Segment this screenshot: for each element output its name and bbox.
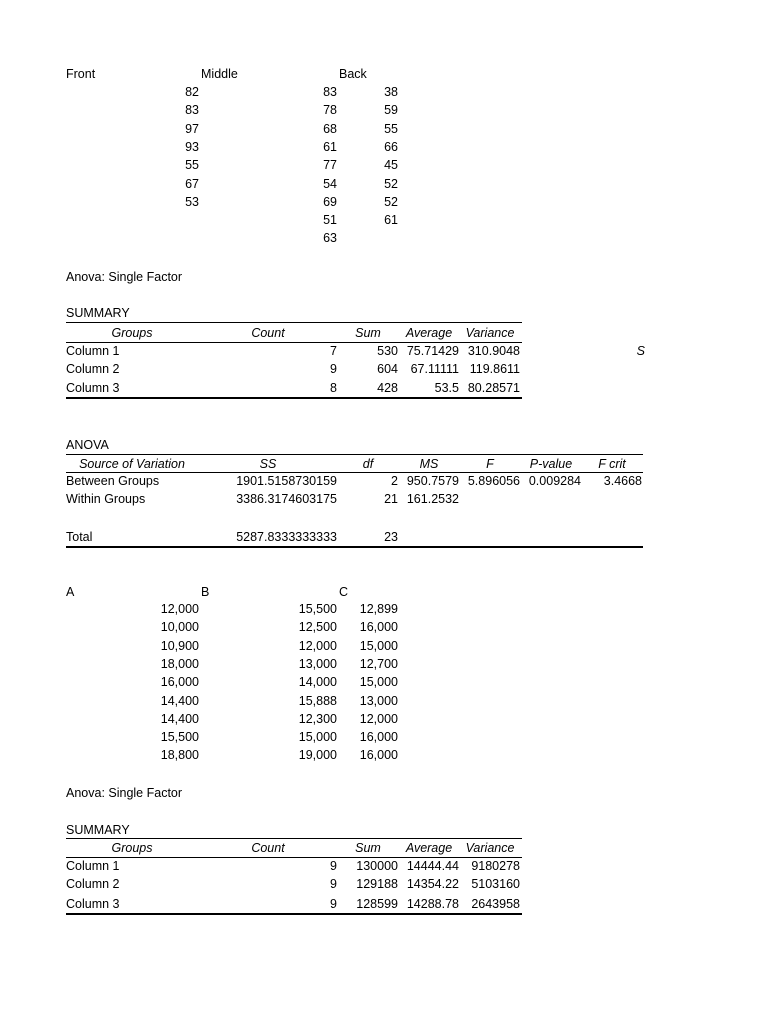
summary-cell: 9 (330, 362, 337, 377)
summary-row-label: Column 3 (66, 897, 120, 911)
anova-header: MS (419, 457, 439, 471)
data-cell: 19,000 (298, 748, 337, 763)
data-cell: 67 (185, 176, 199, 191)
summary-header: Variance (465, 841, 515, 855)
data-cell: 59 (384, 103, 398, 118)
data-cell: 63 (323, 231, 337, 246)
data-cell: 12,500 (298, 620, 337, 635)
summary-label: SUMMARY (66, 823, 130, 837)
summary-cell: 128599 (356, 897, 398, 911)
data-cell: 18,000 (160, 656, 199, 671)
summary-cell: 129188 (356, 877, 398, 891)
summary-cell: 8 (330, 380, 337, 395)
anova-header: df (362, 457, 374, 471)
anova-header: F (486, 457, 494, 471)
anova-cell: 950.7579 (406, 474, 459, 488)
stray-text: S (636, 344, 645, 358)
data-cell: 82 (185, 85, 199, 99)
data-cell: 53 (185, 194, 199, 209)
anova-row-label: Total (66, 530, 93, 544)
data-cell: 12,300 (298, 711, 337, 726)
column-header: B (201, 585, 210, 599)
column-header: Middle (201, 67, 238, 81)
summary-header: Sum (355, 326, 381, 340)
data-cell: 83 (185, 103, 199, 118)
column-header: A (66, 585, 75, 599)
anova-top-rule (66, 454, 643, 455)
summary-cell: 67.11111 (410, 362, 459, 377)
column-header: C (339, 585, 349, 599)
summary-cell: 7 (330, 344, 337, 358)
summary-cell: 428 (377, 380, 398, 395)
summary-label: SUMMARY (66, 306, 130, 320)
data-cell: 83 (323, 85, 337, 99)
section-title: Anova: Single Factor (66, 270, 183, 284)
anova-header: F crit (598, 457, 626, 471)
data-cell: 14,000 (298, 675, 337, 690)
data-cell: 12,000 (298, 638, 337, 653)
summary-header: Groups (111, 841, 153, 855)
summary-cell: 9 (330, 859, 337, 873)
summary-row-label: Column 2 (66, 877, 120, 891)
summary-header: Count (251, 326, 285, 340)
anova-header: P-value (529, 457, 573, 471)
section-title: Anova: Single Factor (66, 786, 183, 800)
data-cell: 16,000 (359, 620, 398, 635)
data-cell: 15,500 (298, 602, 337, 616)
anova-cell: 21 (384, 492, 398, 506)
summary-cell: 14288.78 (406, 897, 459, 911)
summary-bottom-rule (66, 397, 522, 399)
summary-row-label: Column 1 (66, 344, 120, 358)
data-cell: 54 (323, 176, 337, 191)
summary-cell: 75.71429 (406, 344, 459, 358)
data-cell: 69 (323, 194, 337, 209)
summary-cell: 9180278 (471, 859, 520, 873)
summary-cell: 530 (377, 344, 398, 358)
summary-cell: 14444.44 (406, 859, 459, 873)
data-cell: 52 (384, 194, 398, 209)
anova-bottom-rule (66, 546, 643, 548)
data-cell: 93 (185, 139, 199, 154)
anova-cell: 0.009284 (528, 474, 581, 488)
summary-cell: 53.5 (434, 380, 459, 395)
summary-header: Variance (465, 326, 515, 340)
summary-header: Average (405, 841, 453, 855)
summary-cell: 604 (377, 362, 398, 377)
anova-row-label: Within Groups (66, 492, 146, 506)
data-cell: 51 (323, 213, 337, 228)
summary-header: Sum (355, 841, 381, 855)
data-cell: 14,400 (160, 693, 199, 708)
summary-top-rule (66, 322, 522, 323)
data-cell: 38 (384, 85, 398, 99)
anova-header: SS (259, 457, 277, 471)
anova-header: Source of Variation (79, 457, 185, 471)
data-cell: 78 (323, 103, 337, 118)
data-cell: 66 (384, 139, 398, 154)
summary-top-rule (66, 838, 522, 839)
summary-header: Average (405, 326, 453, 340)
anova-cell: 3386.3174603175 (236, 492, 337, 506)
data-cell: 14,400 (160, 711, 199, 726)
data-cell: 15,000 (298, 730, 337, 745)
anova-cell: 3.4668 (603, 474, 642, 488)
summary-cell: 9 (330, 877, 337, 891)
summary-cell: 5103160 (471, 877, 520, 891)
data-cell: 12,700 (359, 656, 398, 671)
summary-cell: 130000 (356, 859, 398, 873)
data-cell: 61 (384, 213, 398, 228)
summary-bottom-rule (66, 913, 522, 915)
anova-cell: 2 (391, 474, 398, 488)
summary-row-label: Column 3 (66, 380, 120, 395)
summary-cell: 310.9048 (467, 344, 520, 358)
anova-cell: 23 (384, 530, 398, 544)
summary-cell: 14354.22 (406, 877, 459, 891)
summary-cell: 80.28571 (467, 380, 520, 395)
summary-row-label: Column 2 (66, 362, 120, 377)
data-cell: 16,000 (359, 748, 398, 763)
data-cell: 13,000 (359, 693, 398, 708)
data-cell: 16,000 (359, 730, 398, 745)
data-cell: 15,500 (160, 730, 199, 745)
summary-row-label: Column 1 (66, 859, 120, 873)
data-cell: 68 (323, 121, 337, 136)
data-cell: 97 (185, 121, 199, 136)
anova-cell: 5.896056 (467, 474, 520, 488)
data-cell: 77 (323, 158, 337, 173)
data-cell: 15,888 (298, 693, 337, 708)
data-cell: 10,900 (160, 638, 199, 653)
data-cell: 12,000 (359, 711, 398, 726)
data-cell: 12,899 (359, 602, 398, 616)
column-header: Back (339, 67, 367, 81)
summary-cell: 2643958 (471, 897, 520, 911)
data-cell: 52 (384, 176, 398, 191)
data-cell: 55 (185, 158, 199, 173)
data-cell: 55 (384, 121, 398, 136)
data-cell: 13,000 (298, 656, 337, 671)
data-cell: 18,800 (160, 748, 199, 763)
anova-row-label: Between Groups (66, 474, 160, 488)
summary-cell: 9 (330, 897, 337, 911)
summary-header: Count (251, 841, 285, 855)
data-cell: 12,000 (160, 602, 199, 616)
summary-header: Groups (111, 326, 153, 340)
data-cell: 16,000 (160, 675, 199, 690)
data-cell: 10,000 (160, 620, 199, 635)
data-cell: 61 (323, 139, 337, 154)
anova-cell: 5287.8333333333 (236, 530, 337, 544)
summary-cell: 119.8611 (469, 362, 520, 377)
data-cell: 15,000 (359, 675, 398, 690)
anova-cell: 161.2532 (406, 492, 459, 506)
data-cell: 45 (384, 158, 398, 173)
data-cell: 15,000 (359, 638, 398, 653)
column-header: Front (66, 67, 96, 81)
anova-label: ANOVA (66, 438, 109, 452)
anova-cell: 1901.5158730159 (236, 474, 337, 488)
